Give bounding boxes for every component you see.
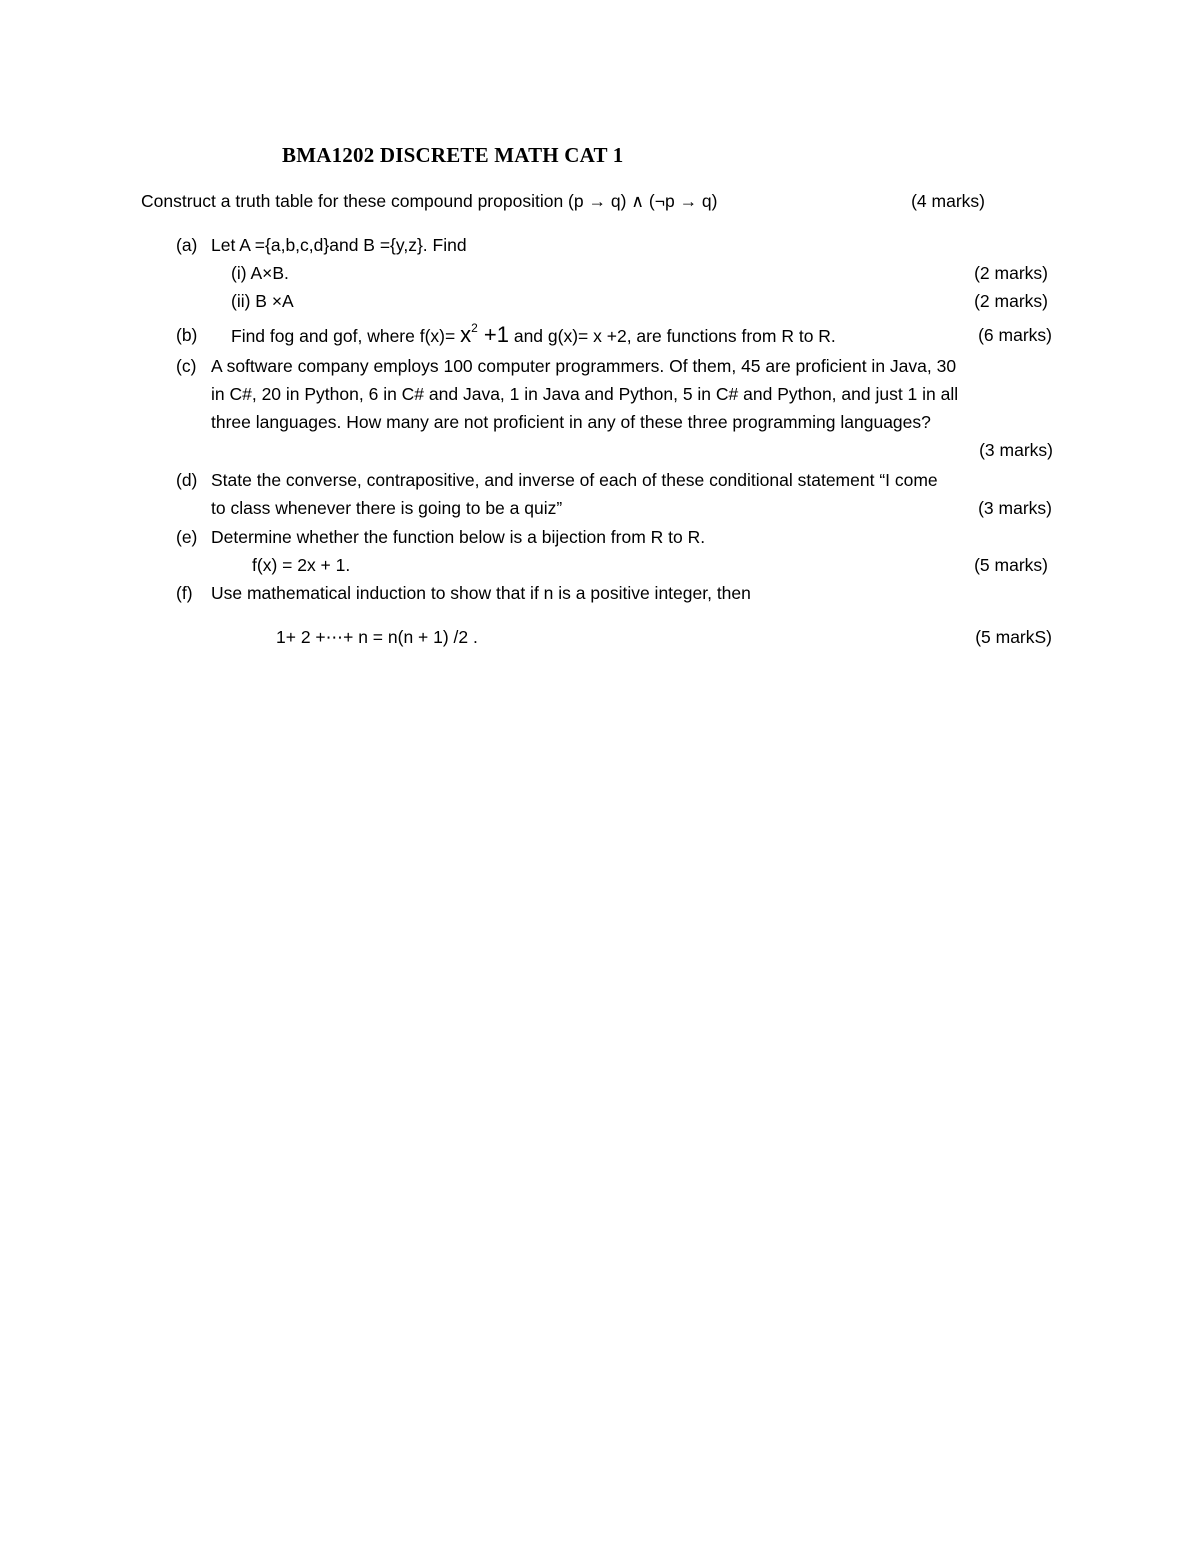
question-b-label: (b) — [176, 325, 198, 345]
intro-question-text: Construct a truth table for these compound proposition (p → q) ∧ (¬p → q) — [141, 191, 718, 211]
question-f-label: (f) — [176, 583, 193, 603]
question-c-line-1: A software company employs 100 computer programmers. Of them, 45 are proficient in Java, 30 — [211, 356, 957, 376]
question-c-marks: (3 marks) — [979, 440, 1053, 460]
question-a-label: (a) — [176, 235, 198, 255]
question-a-i-text: (i) A×B. — [231, 263, 289, 283]
question-d-label: (d) — [176, 470, 198, 490]
question-d-marks: (3 marks) — [978, 498, 1052, 518]
question-d-line-2: to class whenever there is going to be a quiz” — [211, 498, 563, 518]
question-a-i-marks: (2 marks) — [974, 263, 1048, 283]
question-b-x: x — [460, 322, 472, 347]
question-b-text-after: and g(x)= x +2, are functions from R to R. — [508, 326, 836, 346]
question-b-text-before: Find fog and gof, where f(x)= — [231, 326, 461, 346]
question-b-marks: (6 marks) — [978, 325, 1052, 345]
question-b-plus-one: +1 — [477, 322, 509, 347]
question-c-line-2: in C#, 20 in Python, 6 in C# and Java, 1 in Java and Python, 5 in C# and Python, and just 1 in all — [211, 384, 959, 404]
question-f-formula: 1+ 2 +⋯+ n = n(n + 1) /2 . — [276, 627, 478, 647]
question-f-line-1: Use mathematical induction to show that if n is a positive integer, then — [211, 583, 751, 603]
question-b-exponent: 2 — [471, 321, 478, 335]
document-title: BMA1202 DISCRETE MATH CAT 1 — [282, 143, 624, 167]
question-a-ii-marks: (2 marks) — [974, 291, 1048, 311]
intro-question-marks: (4 marks) — [911, 191, 985, 211]
question-a-text: Let A ={a,b,c,d}and B ={y,z}. Find — [211, 235, 467, 255]
question-b-text — [231, 323, 836, 348]
question-c-label: (c) — [176, 356, 197, 376]
question-e-line-1: Determine whether the function below is a bijection from R to R. — [211, 527, 706, 547]
question-c-line-3: three languages. How many are not proficient in any of these three programming languages? — [211, 412, 931, 432]
question-e-label: (e) — [176, 527, 198, 547]
question-f-marks: (5 markS) — [975, 627, 1052, 647]
question-a-ii-text: (ii) B ×A — [231, 291, 294, 311]
question-d-line-1: State the converse, contrapositive, and inverse of each of these conditional statement “I come — [211, 470, 938, 490]
question-e-marks: (5 marks) — [974, 555, 1048, 575]
question-e-line-2: f(x) = 2x + 1. — [252, 555, 351, 575]
